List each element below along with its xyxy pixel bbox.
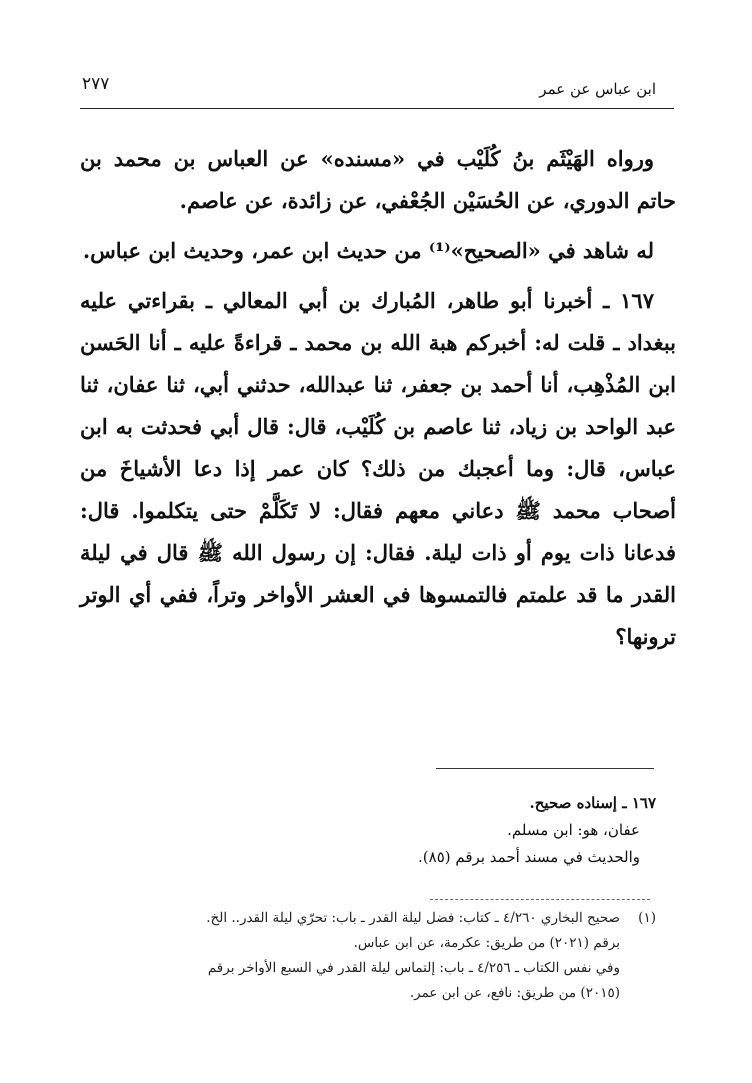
footnotes	[76, 906, 656, 1006]
footnote-line: (٢٠١٥) من طريق: نافع، عن ابن عمر.	[409, 985, 620, 1001]
paragraph-riwaya: ورواه الهَيْثَم بنُ كُلَيْب في «مسنده» عن العباس بن محمد بن حاتم الدوري، عن الحُسَيْن الجُعْفي، عن زائدة، عن عاصم.	[80, 146, 676, 213]
footnote-line: وفي نفس الكتاب ـ ٤/٢٥٦ ـ باب: إلتماس ليلة القدر في السبع الأواخر برقم	[207, 960, 620, 976]
footnote-marker: (١)	[638, 910, 656, 926]
note-affan: عفان، هو: ابن مسلم.	[507, 821, 640, 839]
footnote-line: صحيح البخاري ٤/٢٦٠ ـ كتاب: فضل ليلة القدر ـ باب: تحرّي ليلة القدر.. الخ.	[206, 910, 620, 926]
footnote-divider	[430, 899, 650, 900]
footnote-line: برقم (٢٠٢١) من طريق: عكرمة، عن ابن عباس.	[353, 935, 620, 951]
paragraph-hadith-167: ١٦٧ ـ أخبرنا أبو طاهر، المُبارك بن أبي المعالي ـ بقراءتي عليه ببغداد ـ قلت له: أخبركم هبة الله بن محمد ـ قراءةً عليه ـ أنا الحَسن ابن المُذْهِب، أنا أحمد بن جعفر، ثنا عبدالله، حدثني أبي، ثنا عفان، ثنا عبد الواحد بن زياد، ثنا عاصم بن كُلَيْب، قال: قال أبي فحدثت به ابن عباس، قال: وما أعجبك من ذلك؟ كان عمر إذا دعا الأشياخَ من أصحاب محمد ﷺ دعاني معهم فقال: لا تَكَلَّمْ حتى يتكلموا. قال: فدعانا ذات يوم أو ذات ليلة. فقال: إن رسول الله ﷺ قال في ليلة القدر ما قد علمتم فالتمسوها في العشر الأواخر وتراً، ففي أي الوتر ترونها؟	[80, 288, 676, 649]
main-text	[80, 138, 676, 666]
page-number: ٢٧٧	[82, 74, 110, 94]
note-musnad: والحديث في مسند أحمد برقم (٨٥).	[418, 848, 640, 866]
note-isnad: ١٦٧ ـ إسناده صحيح.	[529, 794, 656, 812]
header-divider	[80, 108, 674, 109]
running-title: ابن عباس عن عمر	[539, 80, 656, 98]
footnote-1	[76, 906, 656, 931]
notes-divider	[436, 768, 654, 769]
hadith-notes	[96, 790, 656, 871]
paragraph-shahid: له شاهد في «الصحيح»⁽¹⁾ من حديث ابن عمر، وحديث ابن عباس.	[82, 238, 654, 263]
